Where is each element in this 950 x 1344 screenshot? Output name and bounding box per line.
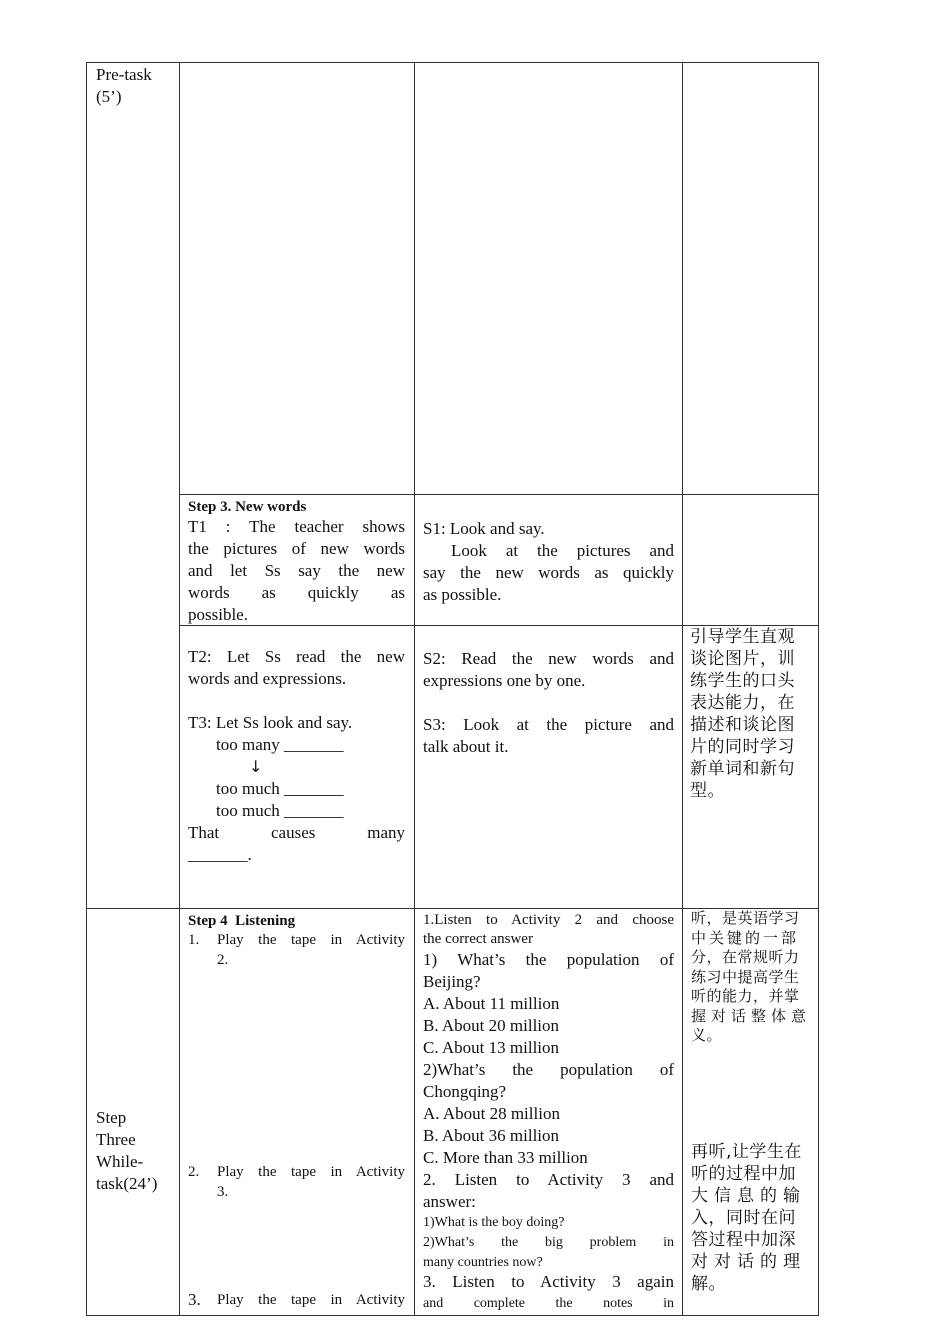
that-causes-line: That causes many: [188, 823, 405, 842]
step3-s3-text: [423, 714, 674, 758]
step3-t1-line: the pictures of new words: [188, 539, 405, 558]
q2-line: 2)What’s the population of: [423, 1060, 674, 1079]
step4-item1-num: 1.: [188, 932, 200, 948]
step3-s3-line: talk about it.: [423, 737, 509, 756]
step4-note1-line: 听的能力，并掌: [691, 987, 800, 1005]
step4-note2-line: 答过程中加深: [691, 1230, 796, 1250]
q1-option: A. About 11 million: [423, 994, 560, 1013]
q1-line: Beijing?: [423, 972, 481, 991]
step3-note-line: 表达能力，在: [690, 693, 795, 713]
step4-small-questions: [423, 1213, 674, 1273]
step3-heading: Step 3. New words: [188, 499, 307, 515]
step4-note2-line: 听的过程中加: [691, 1164, 796, 1184]
step4-note1-line: 听，是英语学习: [691, 909, 800, 927]
activity3-line: 2. Listen to Activity 3 and: [423, 1170, 674, 1189]
step4-note1-line: 义。: [691, 1026, 723, 1044]
step4-note2-line: 再听,让学生在: [691, 1142, 802, 1162]
step3-s2-text: [423, 648, 674, 692]
pre-task-label: [96, 64, 152, 108]
q2-option: B. About 36 million: [423, 1126, 560, 1145]
too-many-blank: too many _______: [216, 735, 344, 754]
too-much-blank-1: too much _______: [216, 779, 344, 798]
while-task-label: [96, 1107, 157, 1195]
step3-t2-line: words and expressions.: [188, 669, 347, 688]
step4-note1-line: 中关键的一部: [691, 928, 800, 947]
step3-note-line: 片的同时学习: [690, 737, 795, 757]
pre-task-label-line1: Pre-task: [96, 65, 152, 84]
while-task-label-line1: Step: [96, 1108, 127, 1127]
q2-option: A. About 28 million: [423, 1104, 560, 1123]
small-q-line: 2)What’s the big problem in: [423, 1235, 674, 1250]
while-task-label-line4: task(24’): [96, 1174, 158, 1193]
step3-t1-text: [188, 516, 405, 626]
col-divider-2: [414, 62, 415, 1316]
step3-t2-text: [188, 646, 405, 690]
step3-note-line: 新单词和新句: [690, 759, 795, 779]
step4-note1-line: 练习中提高学生: [691, 967, 800, 986]
table-border-left: [86, 62, 87, 1316]
step3-t3-line: T3: Let Ss look and say.: [188, 713, 353, 732]
step4-note1-line: 分，在常规听力: [691, 948, 800, 966]
step4-note2-line: 入，同时在问: [691, 1208, 796, 1228]
col-divider-1: [179, 62, 180, 1316]
activity3-again-line2: and complete the notes in: [423, 1296, 674, 1311]
step3-t1-line: possible.: [188, 605, 248, 624]
step4-note1-line: 握对话整体意: [691, 1006, 812, 1025]
step4-s-line: the correct answer: [423, 931, 533, 947]
step3-s3-line: S3: Look at the picture and: [423, 715, 674, 734]
step3-s1-line: Look at the pictures and: [451, 541, 674, 560]
q2-option: C. More than 33 million: [423, 1148, 588, 1167]
too-much-blank-2: too much _______: [216, 801, 344, 820]
pre-task-label-line2: (5’): [96, 87, 122, 106]
while-task-label-line3: While-: [96, 1152, 144, 1171]
step3-note: [690, 626, 814, 802]
that-causes-blank: _______.: [188, 845, 252, 864]
table-border-top: [86, 62, 819, 63]
step3-note-line: 谈论图片，训: [690, 649, 795, 669]
small-q-line: 1)What is the boy doing?: [423, 1215, 565, 1230]
step4-item1-line1: Play the tape in Activity: [217, 932, 405, 948]
while-task-label-line2: Three: [96, 1130, 136, 1149]
step3-s1-line: as possible.: [423, 585, 502, 604]
step3-t1-line: words as quickly as: [188, 583, 405, 602]
step3-s1-line: say the new words as quickly: [423, 563, 674, 582]
step3-s1-line: S1: Look and say.: [423, 519, 545, 538]
step3-t1-line: and let Ss say the new: [188, 561, 405, 580]
step4-note2-line: 大信息的输: [691, 1186, 806, 1206]
row-divider-1: [179, 494, 819, 495]
activity3-line: answer:: [423, 1192, 476, 1211]
step4-item2-line1: Play the tape in Activity: [217, 1164, 405, 1180]
q1-option: B. About 20 million: [423, 1016, 560, 1035]
step4-note-2: [691, 1141, 815, 1295]
step4-item3-line1: Play the tape in Activity: [217, 1292, 405, 1308]
step3-note-line: 描述和谈论图: [690, 715, 795, 735]
step3-note-line: 练学生的口头: [690, 671, 795, 691]
step4-question-list: [423, 949, 674, 1213]
activity3-again-line: 3. Listen to Activity 3 again: [423, 1272, 674, 1291]
step3-s2-line: S2: Read the new words and: [423, 649, 674, 668]
step4-heading: Step 4 Listening: [188, 913, 296, 929]
table-border-right: [818, 62, 819, 1316]
step4-note2-line: 对对话的理: [691, 1252, 806, 1272]
step4-note-1: [691, 909, 813, 1046]
q1-option: C. About 13 million: [423, 1038, 560, 1057]
col-divider-3: [682, 62, 683, 1316]
step4-item1-line2: 2.: [217, 952, 229, 968]
step3-t2-line: T2: Let Ss read the new: [188, 647, 405, 666]
step3-note-line: 型。: [690, 781, 725, 801]
table-border-bottom: [86, 1315, 819, 1316]
step4-note2-line: 解。: [691, 1274, 726, 1294]
step3-s1-text: [423, 518, 674, 606]
down-arrow-icon: ↓: [249, 757, 263, 776]
small-q-line: many countries now?: [423, 1255, 543, 1270]
step4-item2-line2: 3.: [217, 1184, 229, 1200]
step3-s2-line: expressions one by one.: [423, 671, 586, 690]
step3-note-line: 引导学生直观: [690, 627, 795, 647]
q1-line: 1) What’s the population of: [423, 950, 674, 969]
step4-item3-num: 3.: [188, 1290, 201, 1309]
step3-t1-line: T1 : The teacher shows: [188, 517, 405, 536]
step4-item2-num: 2.: [188, 1164, 200, 1180]
step4-s-line: 1.Listen to Activity 2 and choose: [423, 912, 674, 928]
q2-line: Chongqing?: [423, 1082, 507, 1101]
